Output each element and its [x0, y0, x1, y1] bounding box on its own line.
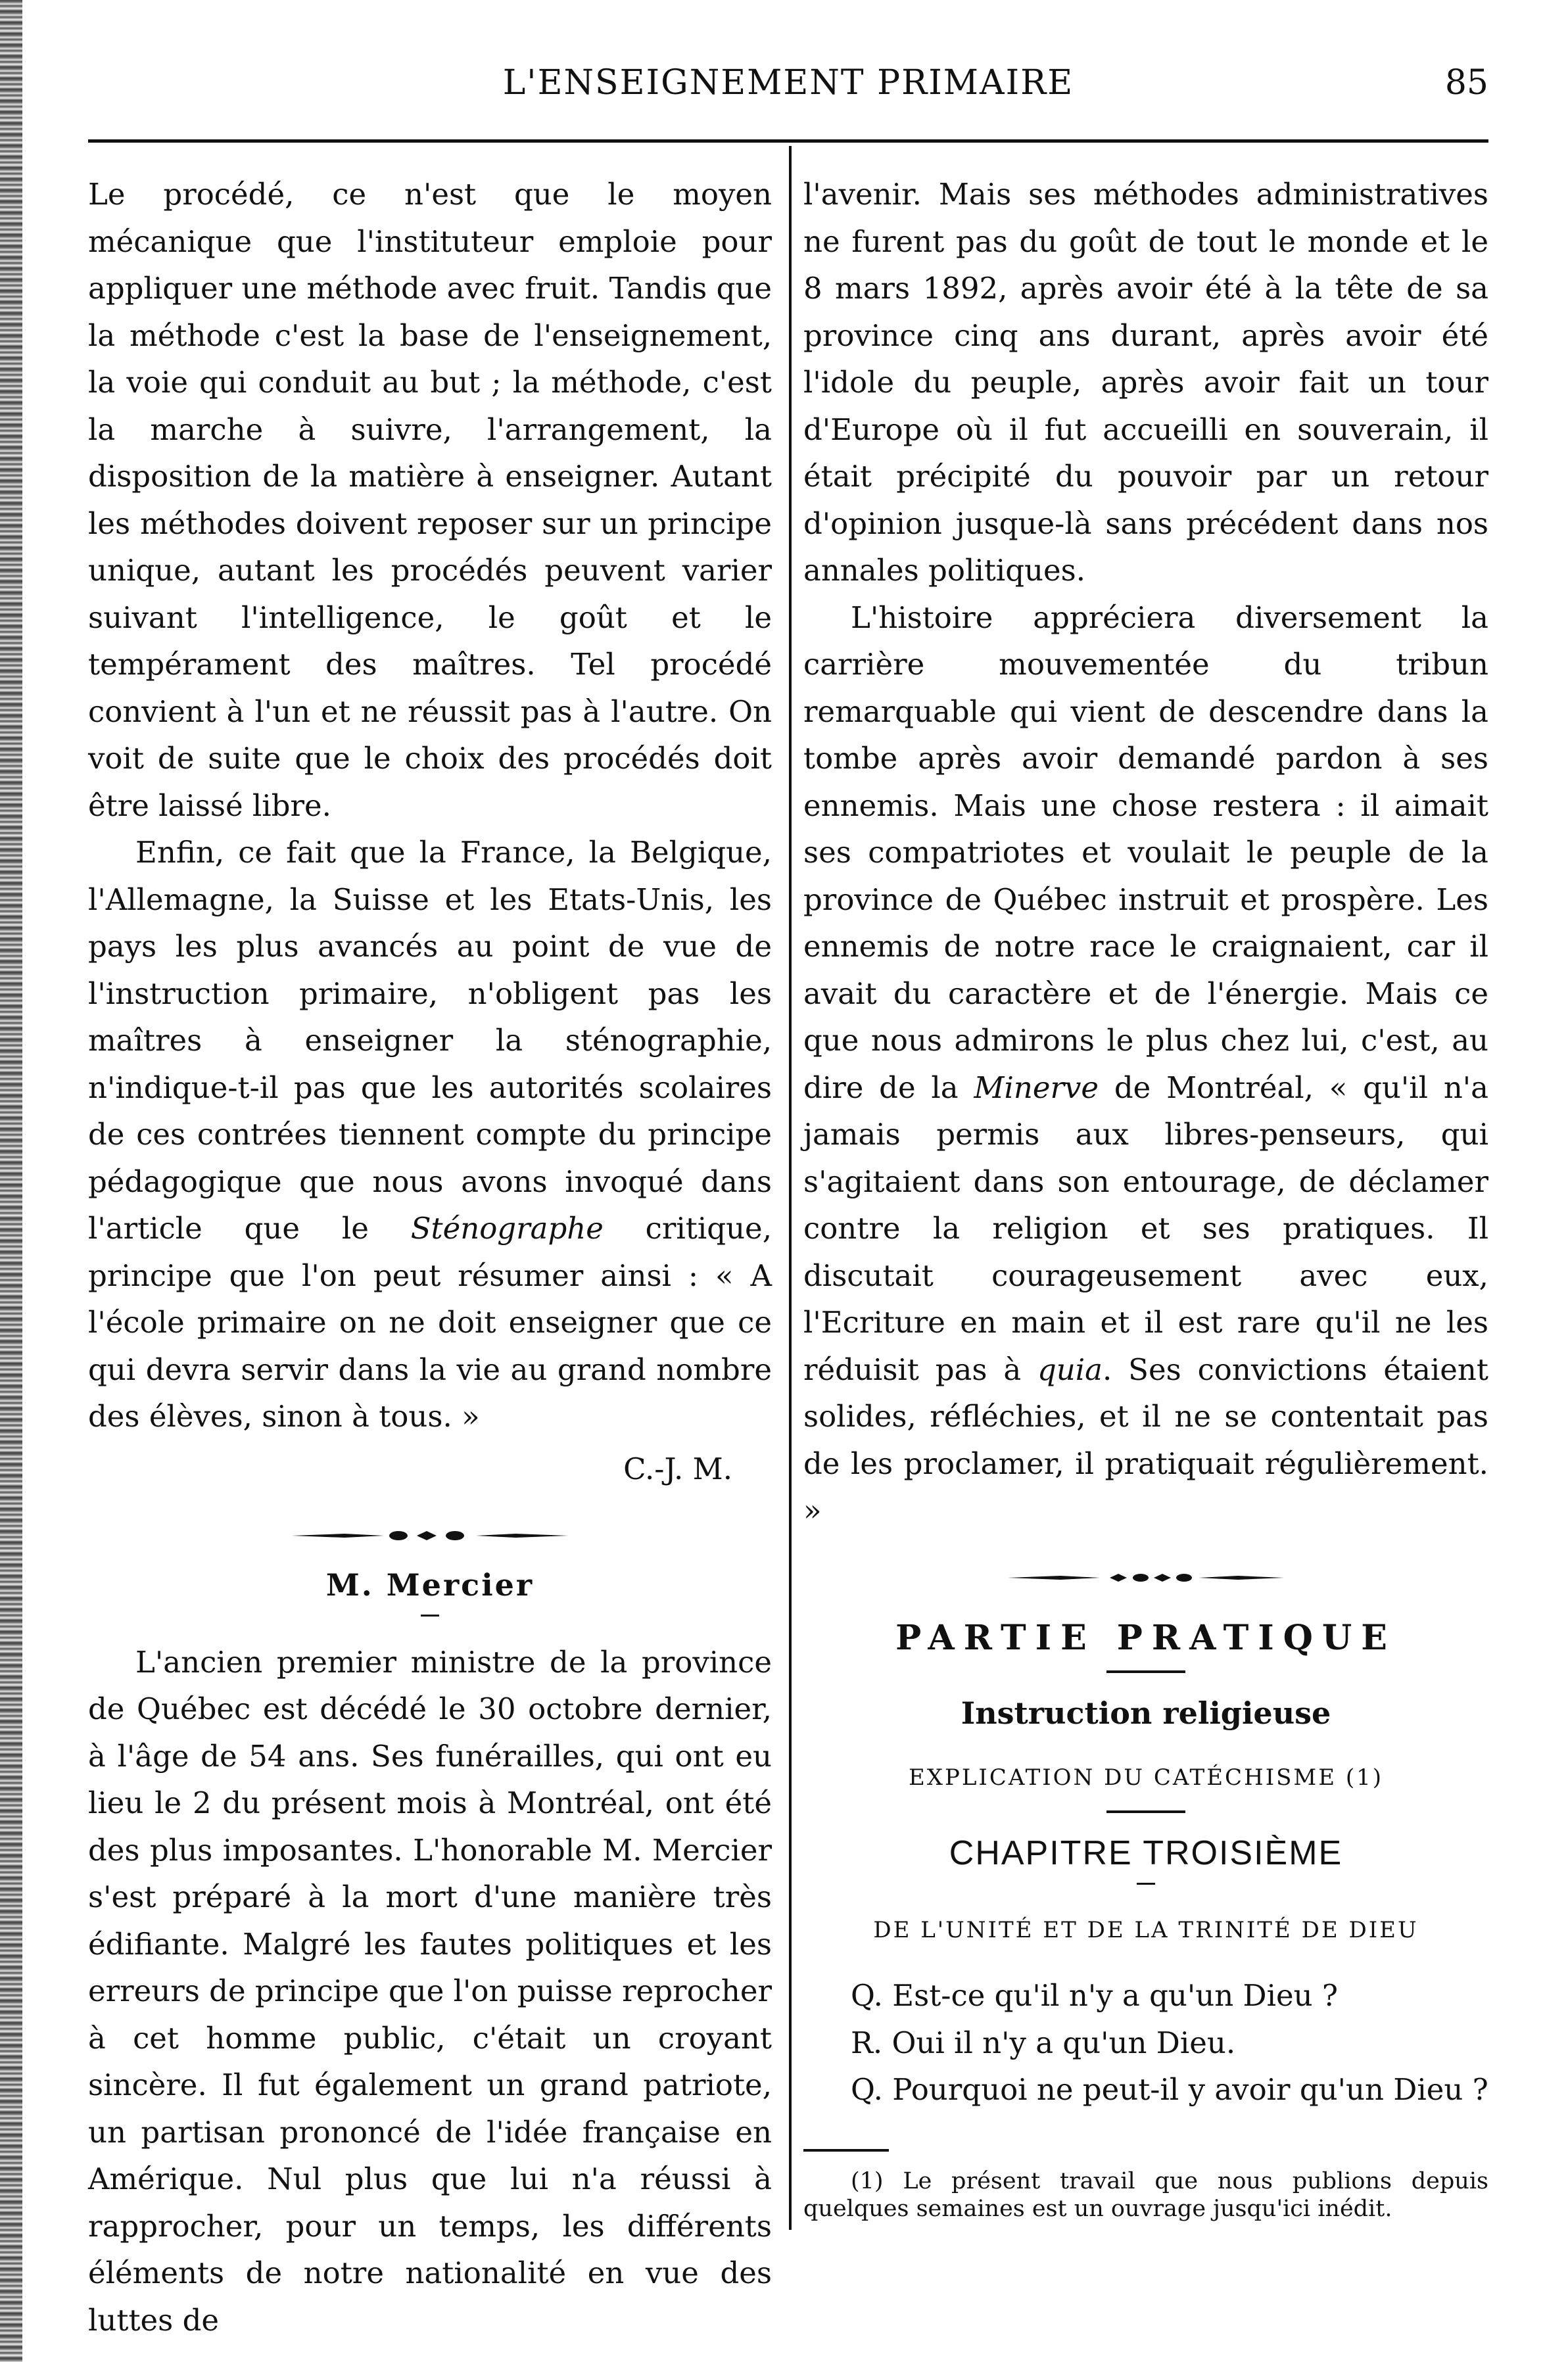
explication-line: EXPLICATION DU CATÉCHISME (1) — [908, 1764, 1384, 1791]
question-answer-list — [803, 1972, 1488, 2114]
left-column — [88, 171, 772, 2344]
qa-line: Q. Est-ce qu'il n'y a qu'un Dieu ? — [851, 1978, 1339, 2013]
heading-rule — [421, 1615, 439, 1617]
paragraph-histoire: L'histoire appréciera diversement la carrière mouvementée du tribun remarquable qui vient de descendre dans la tombe après avoir demandé pardon à ses ennemis. Mais une chose restera : il aimait ses compatriotes et voulait le peuple de la province de Québec instruit et prospère. Les ennemis de notre race le craignaient, car il avait du caractère et de l'énergie. Mais ce que nous admirons le plus chez lui, c'est, au dire de la Minerve de Montréal, « qu'il n'a jamais permis aux libres-penseurs, qui s'agitaient dans son entourage, de déclamer contre la religion et ses pratiques. Il discutait courageusement avec eux, l'Ecriture en main et il est rare qu'il ne les réduisit pas à quia. Ses convictions étaient solides, réfléchies, et il ne se contentait pas de les proclamer, il pratiquait régulièrement. » — [803, 600, 1489, 1528]
header-rule — [88, 139, 1488, 143]
italic-quia: quia — [1037, 1352, 1103, 1387]
footnote-rule — [803, 2149, 889, 2152]
sub-heading: Instruction religieuse — [961, 1695, 1331, 1731]
ornament-divider-right — [803, 1565, 1488, 1591]
chapter-subtitle: DE L'UNITÉ ET DE LA TRINITÉ DE DIEU — [873, 1916, 1419, 1943]
running-title: L'ENSEIGNEMENT PRIMAIRE — [502, 63, 1074, 103]
article-heading-mercier: M. Mercier — [325, 1567, 535, 1603]
chapter-rule — [1137, 1883, 1155, 1885]
paragraph-procede: Le procédé, ce n'est que le moyen mécanique que l'instituteur emploie pour appliquer une méthode avec fruit. Tandis que la méthode c'est la base de l'enseignement, la voie qui conduit au but ; la méthode, c'est la marche à suivre, l'arrangement, la disposition de la matière à enseigner. Autant les méthodes doivent reposer sur un principe unique, autant les procédés peuvent varier suivant l'intelligence, le goût et le tempérament des maîtres. Tel procédé convient à l'un et ne réussit pas à l'autre. On voit de suite que le choix des procédés doit être laissé libre. — [88, 177, 772, 823]
paragraph-mercier: L'ancien premier ministre de la province de Québec est décédé le 30 octobre dernier, à l'âge de 54 ans. Ses funérailles, qui ont eu lieu le 2 du présent mois à Montréal, ont été des plus imposantes. L'honorable M. Mercier s'est préparé à la mort d'une manière très édifiante. Malgré les fautes politiques et les erreurs de principe que l'on puisse reprocher à cet homme public, c'était un croyant sincère. Il fut également un grand patriote, un partisan prononcé de l'idée française en Amérique. Nul plus que lui n'a réussi à rapprocher, pour un temps, les différents éléments de notre nationalité en vue des luttes de — [88, 1644, 772, 2338]
ornament-divider — [88, 1523, 772, 1549]
chapter-title: CHAPITRE TROISIÈME — [949, 1834, 1343, 1872]
explication-rule — [1106, 1810, 1185, 1813]
paragraph-avenir: l'avenir. Mais ses méthodes administratives ne furent pas du goût de tout le monde et le 8 mars 1892, après avoir été à la tête de sa province cinq ans durant, après avoir été l'idole du peuple, après avoir fait un tour d'Europe où il fut accueilli en souverain, il était précipité du pouvoir par un retour d'opinion jusque-là sans précédent dans nos annales politiques. — [803, 177, 1488, 588]
italic-minerve: Minerve — [974, 1070, 1099, 1105]
right-column — [803, 171, 1488, 2223]
section-title: PARTIE PRATIQUE — [895, 1617, 1396, 1658]
column-divider — [789, 146, 792, 2230]
footnote: (1) Le présent travail que nous publions depuis quelques semaines est un ouvrage jusqu'ici inédit. — [803, 2167, 1488, 2222]
qa-line: Q. Pourquoi ne peut-il y avoir qu'un Dieu ? — [851, 2072, 1488, 2107]
qa-line: R. Oui il n'y a qu'un Dieu. — [851, 2025, 1236, 2060]
section-rule — [1106, 1670, 1185, 1673]
page-number: 85 — [1444, 63, 1488, 103]
italic-stenographe: Sténographe — [410, 1211, 604, 1246]
ornament-rule-icon — [285, 1526, 575, 1546]
ornament-rule-icon — [1001, 1568, 1291, 1588]
page-header — [88, 63, 1488, 116]
paragraph-enfin: Enfin, ce fait que la France, la Belgique, l'Allemagne, la Suisse et les Etats-Unis, les pays les plus avancés au point de vue de l'instruction primaire, n'obligent pas les maîtres à enseigner la sténographie, n'indique-t-il pas que les autorités scolaires de ces contrées tiennent compte du principe pédagogique que nous avons invoqué dans l'article que le Sténographe critique, principe que l'on peut résumer ainsi : « A l'école primaire on ne doit enseigner que ce qui devra servir dans la vie au grand nombre des élèves, sinon à tous. » — [88, 835, 772, 1434]
signature: C.-J. M. — [623, 1451, 732, 1486]
page-binding-edge — [0, 0, 22, 2362]
